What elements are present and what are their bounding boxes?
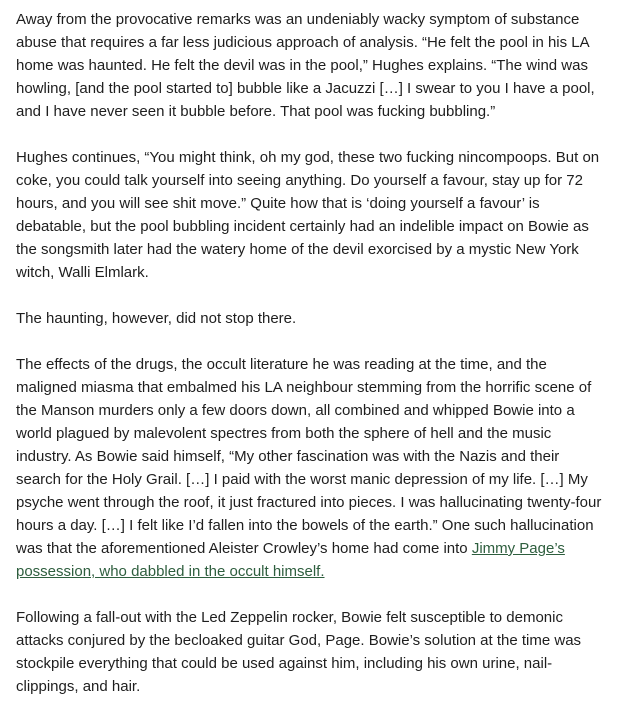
article-body — [16, 8, 608, 721]
paragraph-drug-effects-text: The effects of the drugs, the occult literature he was reading at the time, and the maligned miasma that embalmed his LA neighbour stemming from the horrific scene of the Manson murders only a few doors down, all combined and whipped Bowie into a world plagued by malevolent spectres from both the sphere of hell and the music industry. As Bowie said himself, “My other fascination was with the Nazis and their search for the Holy Grail. […] I paid with the worst manic depression of my life. […] My psyche went through the roof, it just fractured into pieces. I was hallucinating twenty-four hours a day. […] I felt like I’d fallen into the bowels of the earth.” One such hallucination was that the aforementioned Aleister Crowley’s home had come into — [16, 356, 602, 557]
jimmy-page-link[interactable]: Jimmy Page’s possession, who dabbled in the occult himself. — [16, 540, 565, 580]
paragraph-haunting-continued: The haunting, however, did not stop there. — [16, 310, 297, 327]
paragraph-hughes-continues: Hughes continues, “You might think, oh my god, these two fucking nincompoops. But on coke, you could talk yourself into seeing anything. Do yourself a favour, stay up for 72 hours, and you will see shit move.” Quite how that is ‘doing yourself a favour’ is debatable, but the pool bubbling incident certainly had an indelible impact on Bowie as the songsmith later had the watery home of the devil exorcised by a mystic New York witch, Walli Elmlark. — [16, 149, 600, 281]
paragraph-led-zeppelin-fallout: Following a fall-out with the Led Zeppelin rocker, Bowie felt susceptible to demonic attacks conjured by the becloaked guitar God, Page. Bowie’s solution at the time was stockpile everything that could be used against him, including his own urine, nail-clippings, and hair. — [16, 609, 582, 695]
paragraph-drug-effects — [16, 353, 608, 583]
paragraph-pool-haunting: Away from the provocative remarks was an undeniably wacky symptom of substance abuse that requires a far less judicious approach of analysis. “He felt the pool in his LA home was haunted. He felt the devil was in the pool,” Hughes explains. “The wind was howling, [and the pool started to] bubble like a Jacuzzi […] I swear to you I have a pool, and I have never seen it bubble before. That pool was fucking bubbling.” — [16, 11, 595, 120]
